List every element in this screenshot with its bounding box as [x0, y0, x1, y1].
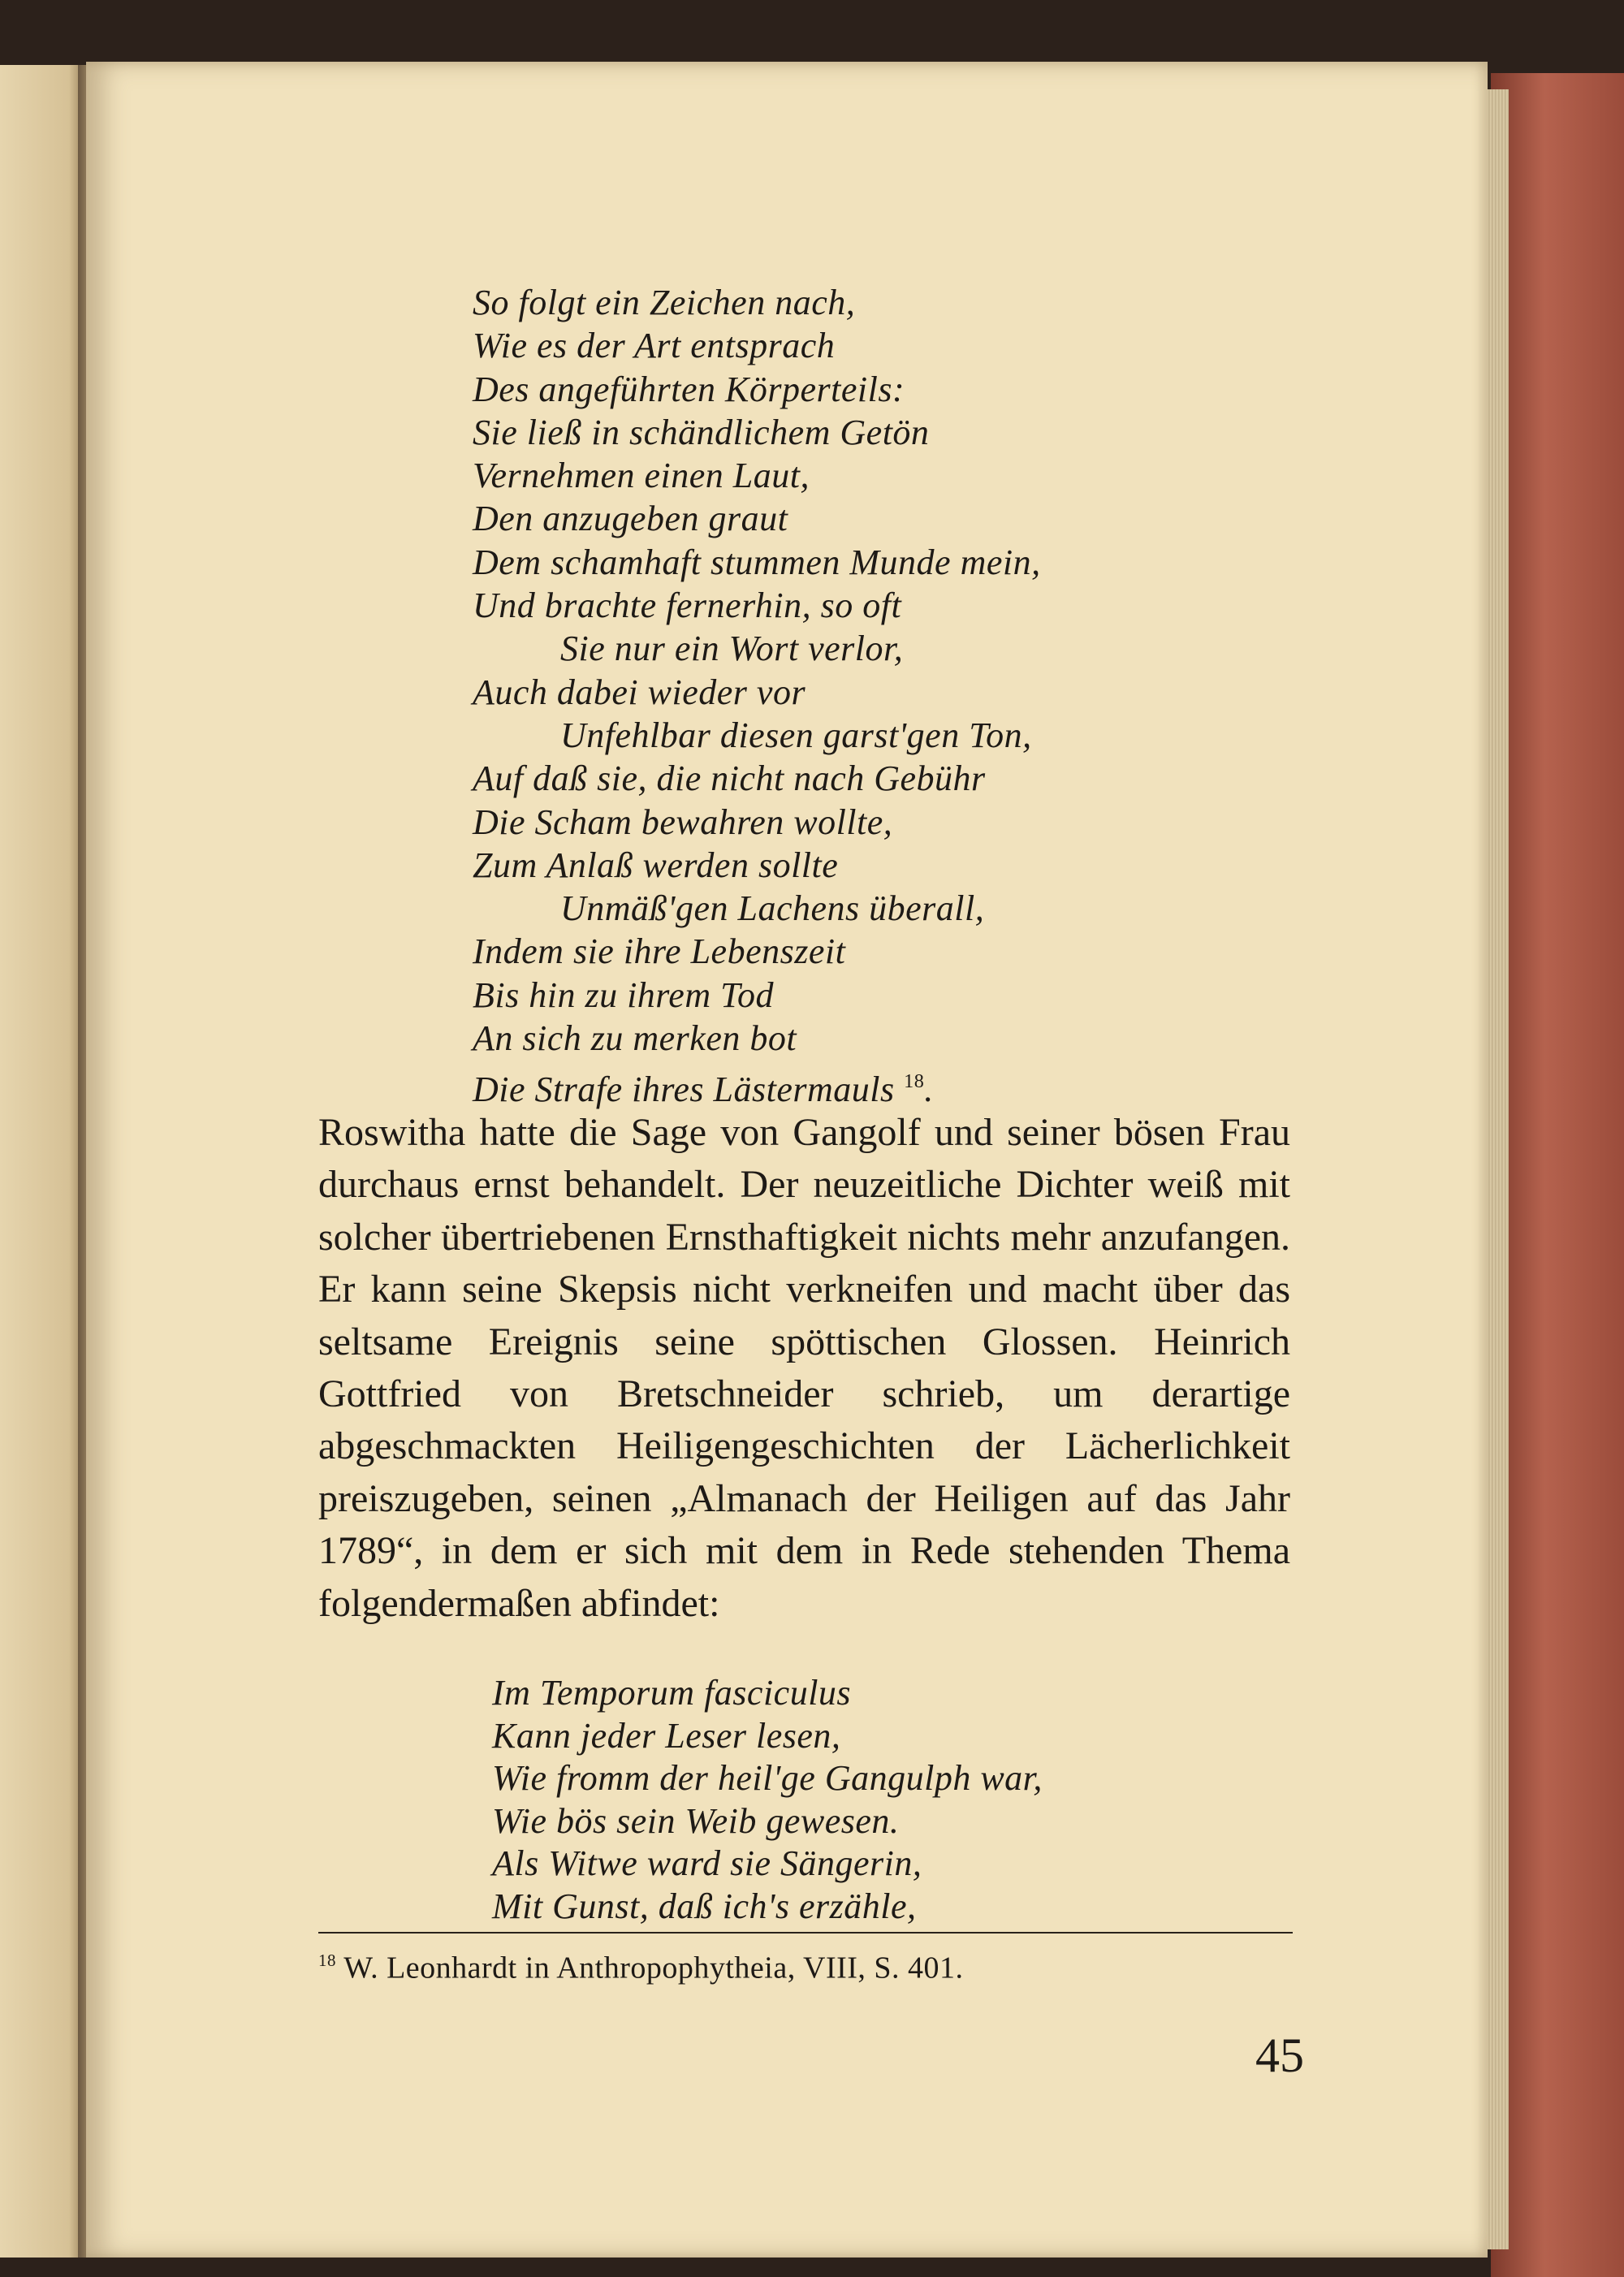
verse-line: Unfehlbar diesen garst'gen Ton,	[560, 715, 1032, 755]
verse-line: Den anzugeben graut	[473, 499, 788, 539]
verse-line: An sich zu merken bot	[473, 1018, 797, 1059]
verse-line: Wie es der Art entsprach	[473, 326, 836, 366]
verse-line: Die Scham bewahren wollte,	[473, 801, 893, 842]
verse-line: So folgt ein Zeichen nach,	[473, 283, 856, 322]
verse-line: Mit Gunst, daß ich's erzähle,	[492, 1886, 917, 1926]
verse-line-end: .	[924, 1069, 934, 1110]
verse-line: Auf daß sie, die nicht nach Gebühr	[473, 758, 986, 799]
footnote-number: 18	[318, 1951, 336, 1970]
verse-line: Sie nur ein Wort verlor,	[560, 629, 904, 669]
verse-line: Vernehmen einen Laut,	[473, 456, 810, 496]
verse-line: Auch dabei wieder vor	[473, 672, 806, 712]
book-cover-edge	[1491, 73, 1624, 2277]
verse-line: Im Temporum fasciculus	[492, 1673, 852, 1713]
verse-line: Des angeführten Körperteils:	[473, 369, 905, 409]
verse-line: Kann jeder Leser lesen,	[492, 1715, 841, 1756]
verse-line: Wie bös sein Weib gewesen.	[492, 1800, 900, 1841]
verse-line: Unmäß'gen Lachens überall,	[560, 888, 985, 929]
verse-line-text: Die Strafe ihres Lästermauls	[473, 1069, 895, 1110]
poem-top	[473, 281, 1041, 1112]
verse-line-last	[473, 1060, 1041, 1111]
verse-line: Zum Anlaß werden sollte	[473, 845, 839, 885]
verse-line: Und brachte fernerhin, so oft	[473, 585, 902, 626]
verse-line: Als Witwe ward sie Sängerin,	[492, 1843, 922, 1884]
left-page-edge	[0, 65, 81, 2258]
verse-line: Wie fromm der heil'ge Gangulph war,	[492, 1758, 1043, 1799]
verse-line: Dem schamhaft stummen Munde mein,	[473, 542, 1041, 582]
footnote-text: W. Leonhardt in Anthropophytheia, VIII, S. 401.	[335, 1951, 964, 1985]
footnote-divider	[318, 1932, 1293, 1934]
footnote	[318, 1942, 964, 1987]
page-stack-edges	[1484, 89, 1509, 2249]
poem-bottom	[492, 1672, 1043, 1929]
footnote-reference[interactable]: 18	[904, 1070, 925, 1093]
book-page	[86, 62, 1488, 2258]
page-number: 45	[1255, 2029, 1304, 2082]
body-paragraph: Roswitha hatte die Sage von Gangolf und seiner bösen Frau durchaus ernst behandelt. Der neuzeitliche Dichter weiß mit solcher übertriebenen Ernsthaftigkeit nichts mehr anzufangen. Er kann seine Skepsis nicht verkneifen und macht über das seltsame Ereignis seine spöttischen Glossen. Heinrich Gottfried von Bretschneider schrieb, um derartige abgeschmackten Heiligengeschichten der Lächerlichkeit preiszugeben, seinen „Almanach der Heiligen auf das Jahr 1789“, in dem er sich mit dem in Rede stehenden Thema folgendermaßen abfindet:	[318, 1111, 1290, 1625]
verse-line: Bis hin zu ihrem Tod	[473, 974, 775, 1015]
verse-line: Indem sie ihre Lebenszeit	[473, 931, 846, 972]
verse-line: Sie ließ in schändlichem Getön	[473, 412, 930, 452]
